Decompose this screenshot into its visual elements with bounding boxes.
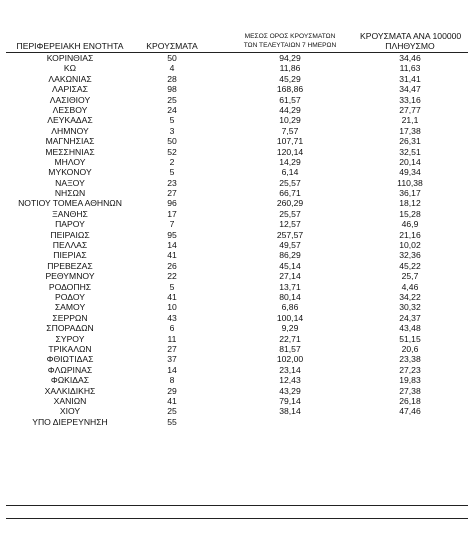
rate-cell: 23,38: [399, 354, 421, 365]
table-row: [0, 354, 474, 364]
table-row: [0, 209, 474, 219]
table-row: [0, 261, 474, 271]
region-cell: ΜΑΓΝΗΣΙΑΣ: [45, 136, 95, 147]
table-row: [0, 386, 474, 396]
region-cell: ΦΘΙΩΤΙΔΑΣ: [46, 354, 94, 365]
rate-cell: 27,38: [399, 385, 421, 396]
header-rate-line2: ΠΛΗΘΥΣΜΟ: [385, 41, 435, 51]
avg-cell: 9,29: [281, 323, 299, 334]
table-row: [0, 396, 474, 406]
region-cell: ΜΗΛΟΥ: [54, 156, 86, 167]
table-row: [0, 63, 474, 73]
region-cell: ΝΗΣΩΝ: [54, 188, 86, 199]
rate-cell: 4,46: [401, 281, 419, 292]
region-cell: ΧΑΝΙΩΝ: [53, 395, 87, 406]
avg-cell: 14,29: [279, 156, 301, 167]
rate-cell: 34,22: [399, 291, 421, 302]
avg-cell: 25,57: [279, 177, 301, 188]
table-row: [0, 240, 474, 250]
table-row: [0, 313, 474, 323]
avg-cell: 45,14: [279, 260, 301, 271]
avg-cell: 22,71: [279, 333, 301, 344]
region-cell: ΛΑΣΙΘΙΟΥ: [49, 94, 91, 105]
avg-cell: 102,00: [276, 354, 304, 365]
cases-cell: 37: [167, 354, 177, 365]
avg-cell: 120,14: [276, 146, 304, 157]
cases-cell: 50: [167, 53, 177, 63]
cases-cell: 4: [169, 63, 175, 74]
avg-cell: 23,14: [279, 364, 301, 375]
table-row: [0, 365, 474, 375]
header-region: [0, 41, 140, 51]
region-cell: ΧΑΛΚΙΔΙΚΗΣ: [44, 385, 96, 396]
rate-cell: 46,9: [401, 219, 419, 230]
cases-cell: 7: [169, 219, 175, 230]
cases-cell: 55: [167, 416, 177, 427]
cases-cell: 95: [167, 229, 177, 240]
cases-cell: 25: [167, 94, 177, 105]
table-row: [0, 188, 474, 198]
header-avg: [240, 32, 340, 50]
avg-cell: 94,29: [279, 53, 301, 63]
region-cell: ΠΕΙΡΑΙΩΣ: [50, 229, 90, 240]
region-cell: ΠΡΕΒΕΖΑΣ: [47, 260, 93, 271]
cases-cell: 24: [167, 104, 177, 115]
avg-cell: 81,57: [279, 343, 301, 354]
cases-cell: 5: [169, 167, 175, 178]
region-cell: ΛΕΣΒΟΥ: [52, 104, 88, 115]
cases-cell: 14: [167, 240, 177, 251]
cases-cell: 11: [167, 333, 177, 344]
cases-cell: 10: [167, 302, 177, 313]
rate-cell: 19,83: [399, 375, 421, 386]
region-cell: ΛΑΡΙΣΑΣ: [52, 84, 88, 95]
region-cell: ΝΟΤΙΟΥ ΤΟΜΕΑ ΑΘΗΝΩΝ: [18, 198, 122, 209]
header-avg-line1: ΜΕΣΟΣ ΟΡΟΣ ΚΡΟΥΣΜΑΤΩΝ: [244, 33, 336, 40]
avg-cell: 66,71: [279, 188, 301, 199]
region-cell: ΡΕΘΥΜΝΟΥ: [45, 271, 95, 282]
table-row: [0, 282, 474, 292]
region-cell: ΚΩ: [63, 63, 77, 74]
rate-cell: 26,18: [399, 395, 421, 406]
cases-cell: 5: [169, 115, 175, 126]
avg-cell: 61,57: [279, 94, 301, 105]
cases-cell: 23: [167, 177, 177, 188]
table-row: [0, 302, 474, 312]
table-row: [0, 95, 474, 105]
rate-cell: 33,16: [399, 94, 421, 105]
cases-cell: 17: [167, 208, 177, 219]
region-cell: ΧΙΟΥ: [59, 406, 81, 417]
data-table-body: [0, 53, 474, 427]
avg-cell: 260,29: [276, 198, 304, 209]
region-cell: ΞΑΝΘΗΣ: [52, 208, 88, 219]
avg-cell: 27,14: [279, 271, 301, 282]
table-row: [0, 178, 474, 188]
table-row: [0, 334, 474, 344]
avg-cell: 86,29: [279, 250, 301, 261]
table-row: [0, 375, 474, 385]
avg-cell: 10,29: [279, 115, 301, 126]
header-region-label: ΠΕΡΙΦΕΡΕΙΑΚΗ ΕΝΟΤΗΤΑ: [16, 41, 124, 51]
header-avg-line2: ΤΩΝ ΤΕΛΕΥΤΑΙΩΝ 7 ΗΜΕΡΩΝ: [243, 42, 337, 49]
rate-cell: 18,12: [399, 198, 421, 209]
rate-cell: 110,38: [397, 177, 423, 188]
cases-cell: 98: [167, 84, 177, 95]
avg-cell: 80,14: [279, 291, 301, 302]
region-cell: ΛΑΚΩΝΙΑΣ: [48, 73, 92, 84]
rate-cell: 21,1: [401, 115, 419, 126]
cases-cell: 96: [167, 198, 177, 209]
rate-cell: 11,63: [399, 63, 421, 74]
table-row: [0, 198, 474, 208]
rate-cell: 32,36: [399, 250, 421, 261]
table-row: [0, 344, 474, 354]
cases-cell: 22: [167, 271, 177, 282]
table-row: [0, 292, 474, 302]
rate-cell: 27,23: [399, 364, 421, 375]
avg-cell: 44,29: [279, 104, 301, 115]
cases-cell: 29: [167, 385, 177, 396]
header-rate-line1: ΚΡΟΥΣΜΑΤΑ ΑΝΑ 100000: [360, 31, 462, 41]
avg-cell: 7,57: [281, 125, 299, 136]
avg-cell: 25,57: [279, 208, 301, 219]
cases-cell: 28: [167, 73, 177, 84]
table-row: [0, 74, 474, 84]
avg-cell: 257,57: [276, 229, 304, 240]
region-cell: ΡΟΔΟΠΗΣ: [48, 281, 92, 292]
rate-cell: 26,31: [399, 136, 421, 147]
bottom-rule-1: [6, 505, 468, 506]
rate-cell: 30,32: [399, 302, 421, 313]
cases-cell: 43: [167, 312, 177, 323]
header-cases: [140, 41, 204, 51]
region-cell: ΣΕΡΡΩΝ: [52, 312, 88, 323]
table-row: [0, 250, 474, 260]
rate-cell: 36,17: [399, 188, 421, 199]
cases-cell: 26: [167, 260, 177, 271]
cases-cell: 8: [169, 375, 175, 386]
region-cell: ΥΠΟ ΔΙΕΡΕΥΝΗΣΗ: [32, 416, 108, 427]
avg-cell: 38,14: [279, 406, 301, 417]
rate-cell: 17,38: [399, 125, 421, 136]
region-cell: ΠΕΛΛΑΣ: [52, 240, 88, 251]
region-cell: ΣΑΜΟΥ: [54, 302, 86, 313]
table-row: [0, 115, 474, 125]
region-cell: ΣΠΟΡΑΔΩΝ: [46, 323, 94, 334]
table-row: [0, 84, 474, 94]
rate-cell: 20,14: [399, 156, 421, 167]
header-rate: [360, 31, 460, 51]
table-row: [0, 105, 474, 115]
region-cell: ΦΩΚΙΔΑΣ: [50, 375, 90, 386]
region-cell: ΣΥΡΟΥ: [55, 333, 85, 344]
rate-cell: 51,15: [399, 333, 421, 344]
avg-cell: 12,57: [279, 219, 301, 230]
rate-cell: 20,6: [401, 343, 419, 354]
region-cell: ΚΟΡΙΝΘΙΑΣ: [46, 53, 94, 63]
table-row: [0, 323, 474, 333]
table-row: [0, 271, 474, 281]
rate-cell: 45,22: [399, 260, 421, 271]
rate-cell: 49,34: [399, 167, 421, 178]
cases-cell: 14: [167, 364, 177, 375]
avg-cell: 79,14: [279, 395, 301, 406]
cases-cell: 52: [167, 146, 177, 157]
table-row: [0, 417, 474, 427]
table-row: [0, 230, 474, 240]
rate-cell: 25,7: [401, 271, 419, 282]
cases-cell: 3: [169, 125, 175, 136]
avg-cell: 12,43: [279, 375, 301, 386]
avg-cell: 107,71: [276, 136, 304, 147]
cases-cell: 27: [167, 188, 177, 199]
region-cell: ΦΛΩΡΙΝΑΣ: [47, 364, 93, 375]
table-row: [0, 406, 474, 416]
table-row: [0, 167, 474, 177]
rate-cell: 34,46: [399, 53, 421, 63]
rate-cell: 24,37: [399, 312, 421, 323]
bottom-rule-2: [6, 518, 468, 519]
cases-cell: 2: [169, 156, 175, 167]
cases-cell: 50: [167, 136, 177, 147]
cases-cell: 6: [169, 323, 175, 334]
rate-cell: 32,51: [399, 146, 421, 157]
region-cell: ΠΑΡΟΥ: [55, 219, 85, 230]
table-row: [0, 219, 474, 229]
rate-cell: 47,46: [399, 406, 421, 417]
avg-cell: 6,86: [281, 302, 299, 313]
avg-cell: 45,29: [279, 73, 301, 84]
table-row: [0, 126, 474, 136]
avg-cell: 100,14: [276, 312, 304, 323]
rate-cell: 15,28: [399, 208, 421, 219]
rate-cell: 31,41: [399, 73, 421, 84]
avg-cell: 6,14: [281, 167, 299, 178]
cases-cell: 41: [167, 250, 177, 261]
rate-cell: 43,48: [399, 323, 421, 334]
avg-cell: 49,57: [279, 240, 301, 251]
avg-cell: 168,86: [276, 84, 304, 95]
avg-cell: 13,71: [279, 281, 301, 292]
cases-cell: 41: [167, 395, 177, 406]
region-cell: ΡΟΔΟΥ: [55, 291, 85, 302]
table-row: [0, 136, 474, 146]
cases-cell: 27: [167, 343, 177, 354]
region-cell: ΜΥΚΟΝΟΥ: [48, 167, 92, 178]
header-cases-label: ΚΡΟΥΣΜΑΤΑ: [146, 41, 198, 51]
cases-cell: 41: [167, 291, 177, 302]
region-cell: ΤΡΙΚΑΛΩΝ: [48, 343, 92, 354]
region-cell: ΛΗΜΝΟΥ: [51, 125, 89, 136]
table-row: [0, 53, 474, 63]
rate-cell: 27,77: [399, 104, 421, 115]
region-cell: ΜΕΣΣΗΝΙΑΣ: [45, 146, 95, 157]
cases-cell: 5: [169, 281, 175, 292]
table-row: [0, 147, 474, 157]
region-cell: ΛΕΥΚΑΔΑΣ: [47, 115, 93, 126]
table-row: [0, 157, 474, 167]
rate-cell: 21,16: [399, 229, 421, 240]
rate-cell: 34,47: [399, 84, 421, 95]
avg-cell: 43,29: [279, 385, 301, 396]
rate-cell: 10,02: [399, 240, 421, 251]
avg-cell: 11,86: [279, 63, 301, 74]
region-cell: ΝΑΞΟΥ: [55, 177, 85, 188]
region-cell: ΠΙΕΡΙΑΣ: [53, 250, 87, 261]
cases-cell: 25: [167, 406, 177, 417]
